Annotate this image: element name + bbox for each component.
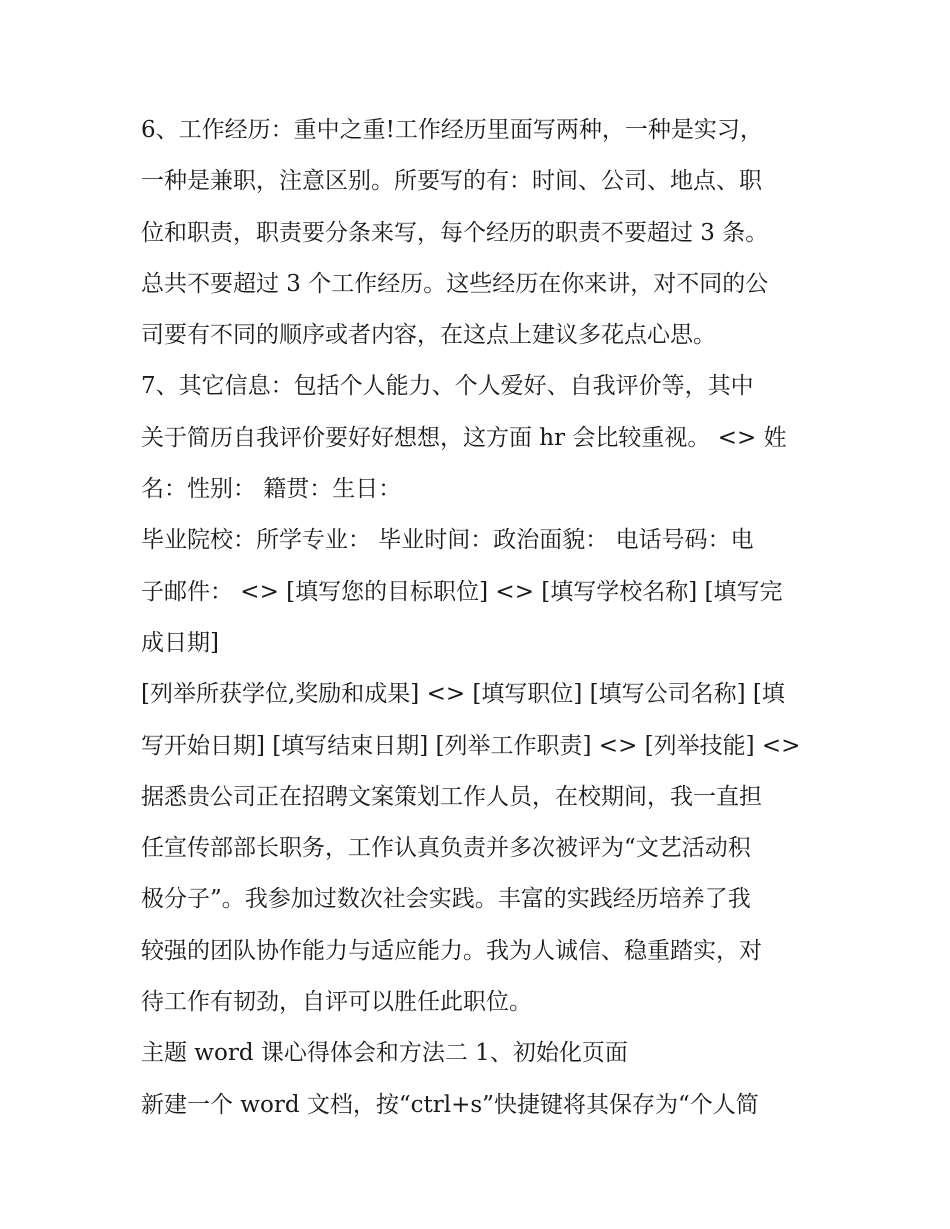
text-line: 极分子”。我参加过数次社会实践。丰富的实践经历培养了我 bbox=[141, 886, 751, 913]
text-line: 据悉贵公司正在招聘文案策划工作人员，在校期间，我一直担 bbox=[141, 783, 762, 810]
text-line: 一种是兼职，注意区别。所要写的有：时间、公司、地点、职 bbox=[141, 168, 762, 195]
text-line: 司要有不同的顺序或者内容，在这点上建议多花点心思。 bbox=[141, 322, 716, 349]
text-line: 总共不要超过 3 个工作经历。这些经历在你来讲，对不同的公 bbox=[141, 270, 769, 297]
text-line: 写开始日期] [填写结束日期] [列举工作职责] <> [列举技能] <> bbox=[141, 732, 801, 759]
text-line: 位和职责，职责要分条来写，每个经历的职责不要超过 3 条。 bbox=[141, 219, 769, 246]
document-body bbox=[141, 110, 811, 1136]
text-line: 待工作有韧劲，自评可以胜任此职位。 bbox=[141, 989, 532, 1016]
text-line: 任宣传部部长职务，工作认真负责并多次被评为“文艺活动积 bbox=[141, 835, 751, 862]
text-line: 7、其它信息：包括个人能力、个人爱好、自我评价等，其中 bbox=[141, 373, 754, 400]
text-line: 较强的团队协作能力与适应能力。我为人诚信、稳重踏实，对 bbox=[141, 937, 762, 964]
text-line: 子邮件： <> [填写您的目标职位] <> [填写学校名称] [填写完 bbox=[141, 578, 783, 605]
text-line: 毕业院校：所学专业： 毕业时间：政治面貌： 电话号码：电 bbox=[141, 527, 754, 554]
text-line: 关于简历自我评价要好好想想，这方面 hr 会比较重视。 <> 姓 bbox=[141, 424, 787, 451]
text-line: 成日期] bbox=[141, 629, 219, 656]
text-line: [列举所获学位,奖励和成果] <> [填写职位] [填写公司名称] [填 bbox=[141, 681, 785, 708]
text-line: 名：性别： 籍贯：生日： bbox=[141, 476, 402, 503]
text-line: 6、工作经历：重中之重!工作经历里面写两种，一种是实习， bbox=[141, 117, 763, 143]
text-line: 主题 word 课心得体会和方法二 1、初始化页面 bbox=[141, 1040, 628, 1067]
text-line: 新建一个 word 文档，按“ctrl+s”快捷键将其保存为“个人简 bbox=[141, 1091, 759, 1118]
